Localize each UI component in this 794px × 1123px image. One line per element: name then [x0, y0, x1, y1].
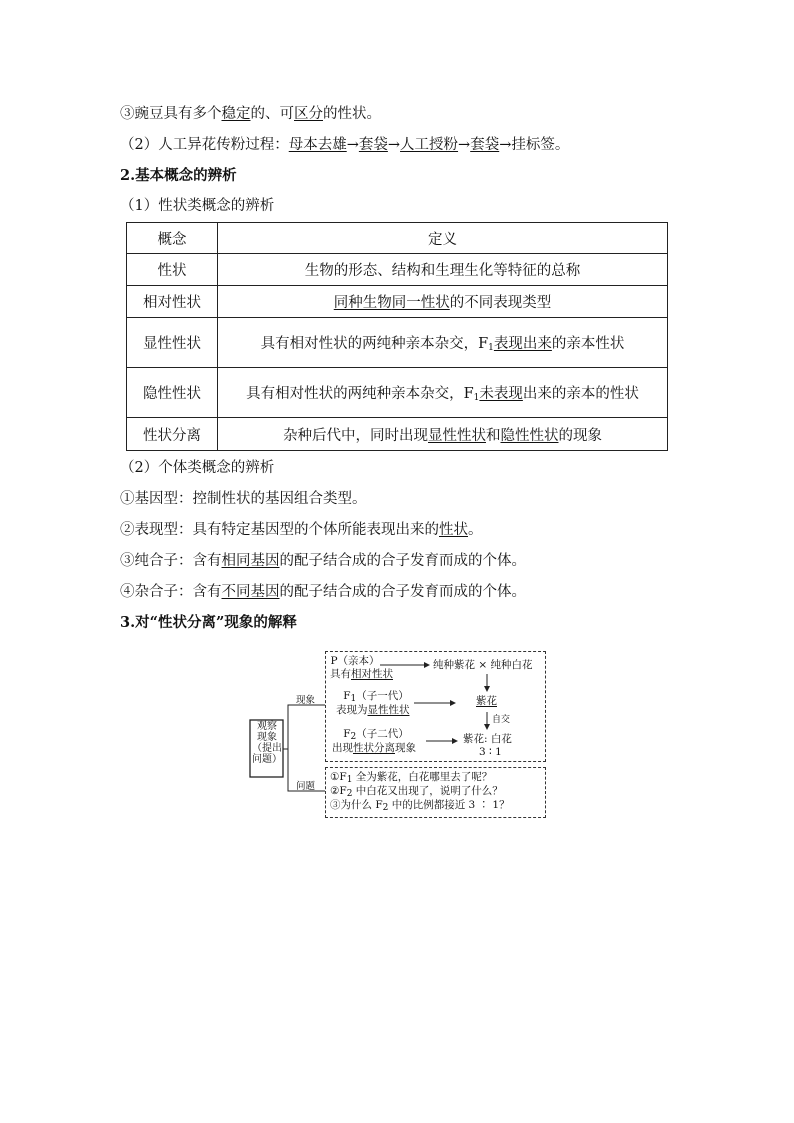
underlined-step: 套袋: [470, 137, 500, 153]
text: ②表现型：具有特定基因型的个体所能表现出来的: [120, 522, 439, 538]
text: F: [343, 728, 351, 740]
text: 出现: [332, 742, 353, 754]
purple-label: 紫花: [476, 695, 497, 707]
arrow: →: [346, 137, 359, 153]
header-concept: 概念: [127, 223, 218, 254]
arrow: →: [387, 137, 401, 153]
branch-label-question: 问题: [296, 781, 316, 792]
text: （子一代）: [356, 690, 409, 702]
cross-label: 纯种紫花 × 纯种白花: [433, 659, 533, 671]
subscript: 1: [346, 775, 353, 785]
text: （子二代）: [356, 728, 409, 740]
text: ④杂合子：含有: [120, 584, 222, 600]
root-label: 观察 现象 （提出 问题）: [252, 721, 282, 765]
text: 全为紫花，白花哪里去了呢？: [352, 771, 493, 783]
underlined: 未表现: [479, 386, 523, 402]
text: 的性状。: [323, 106, 381, 122]
underlined-step: 人工授粉: [400, 137, 459, 153]
subscript: 1: [488, 343, 494, 353]
underlined: 显性性状: [428, 427, 486, 444]
arrow: →: [458, 137, 471, 153]
subscript: 1: [350, 694, 357, 704]
parent-label: P（亲本）: [330, 655, 380, 667]
branch-label-phenomenon: 现象: [296, 695, 316, 706]
heading-segregation-explanation: 3.对“性状分离”现象的解释: [120, 614, 297, 631]
text: 出来的亲本的性状: [522, 386, 639, 402]
subscript: 2: [346, 789, 353, 799]
underlined: 同种生物: [333, 295, 392, 311]
text: ③纯合子：含有: [120, 553, 222, 569]
underlined: 表现出来: [493, 336, 552, 352]
f2-label: [332, 728, 420, 741]
subheading-individual-concepts: （2）个体类概念的辨析: [120, 460, 275, 476]
underlined: 不同基因: [221, 584, 280, 600]
text: 的不同表现类型: [449, 295, 552, 311]
text: 。: [468, 522, 483, 538]
text: ①F: [330, 771, 347, 783]
cell-term: 隐性性状: [127, 368, 218, 418]
subscript: 1: [473, 393, 480, 403]
f2-desc: [332, 742, 416, 755]
question-2: [330, 785, 503, 798]
underlined: 同一性状: [391, 295, 450, 311]
f1-desc: [336, 704, 410, 717]
text: ③豌豆具有多个: [120, 106, 222, 122]
text: ②F: [330, 785, 347, 797]
text: 的、可: [250, 106, 294, 122]
underlined: 显性性状: [367, 704, 410, 716]
ratio-value: 3 ∶ 1: [479, 746, 502, 758]
text: 挂标签。: [511, 137, 570, 153]
cell-definition: 生物的形态、结构和生理生化等特征的总称: [218, 254, 668, 286]
subheading-trait-concepts: （1）性状类概念的辨析: [120, 198, 275, 214]
subscript: 2: [350, 732, 357, 742]
text: 具有相对性状的两纯种亲本杂交，F: [260, 336, 489, 352]
branch-phenomenon-line: [283, 705, 325, 749]
text: F: [343, 690, 351, 702]
heading-basic-concepts: 2.基本概念的辨析: [120, 167, 237, 184]
underlined-step: 套袋: [358, 137, 388, 153]
underlined: 性状: [439, 522, 468, 538]
text: 和: [486, 427, 501, 444]
underlined: 相对性状: [351, 668, 393, 680]
parent-desc: [330, 668, 393, 681]
item-genotype: ①基因型：控制性状的基因组合类型。: [120, 491, 367, 507]
text: 的配子结合成的合子发育而成的个体。: [279, 584, 526, 600]
ratio-names: 紫花: 白花: [463, 733, 512, 745]
underlined-stable: 稳定: [221, 106, 251, 122]
text: 的配子结合成的合子发育而成的个体。: [279, 553, 526, 569]
text: 中的比例都接近 3 ∶ 1？: [388, 799, 510, 811]
underlined: 相同基因: [221, 553, 280, 569]
f1-label: [336, 690, 416, 703]
text: （2）人工异花传粉过程：: [120, 137, 289, 153]
text: ③为什么 F: [330, 799, 383, 811]
text: 的现象: [558, 427, 602, 444]
text: 表现为: [336, 704, 368, 716]
header-definition: 定义: [218, 223, 668, 254]
underlined-distinguish: 区分: [294, 106, 323, 122]
cell-term: 性状: [127, 254, 218, 286]
cell-term: 性状分离: [127, 418, 218, 451]
text: 中白花又出现了，说明了什么？: [352, 785, 503, 797]
subscript: 2: [382, 803, 389, 813]
cell-term: 显性性状: [127, 318, 218, 368]
question-1: [330, 771, 492, 784]
cell-term: 相对性状: [127, 286, 218, 318]
question-3: [330, 799, 510, 812]
text: 具有: [330, 668, 351, 680]
arrow: →: [499, 137, 512, 153]
text: 杂种后代中，同时出现: [283, 427, 428, 444]
underlined: 性状分离: [353, 742, 395, 754]
underlined: 隐性性状: [500, 427, 559, 444]
selfing-label: 自交: [492, 715, 511, 725]
underlined-step: 母本去雄: [288, 137, 347, 153]
text: 现象: [395, 742, 416, 754]
text: 的亲本性状: [551, 336, 625, 352]
text: 具有相对性状的两纯种亲本杂交，F: [246, 386, 474, 402]
